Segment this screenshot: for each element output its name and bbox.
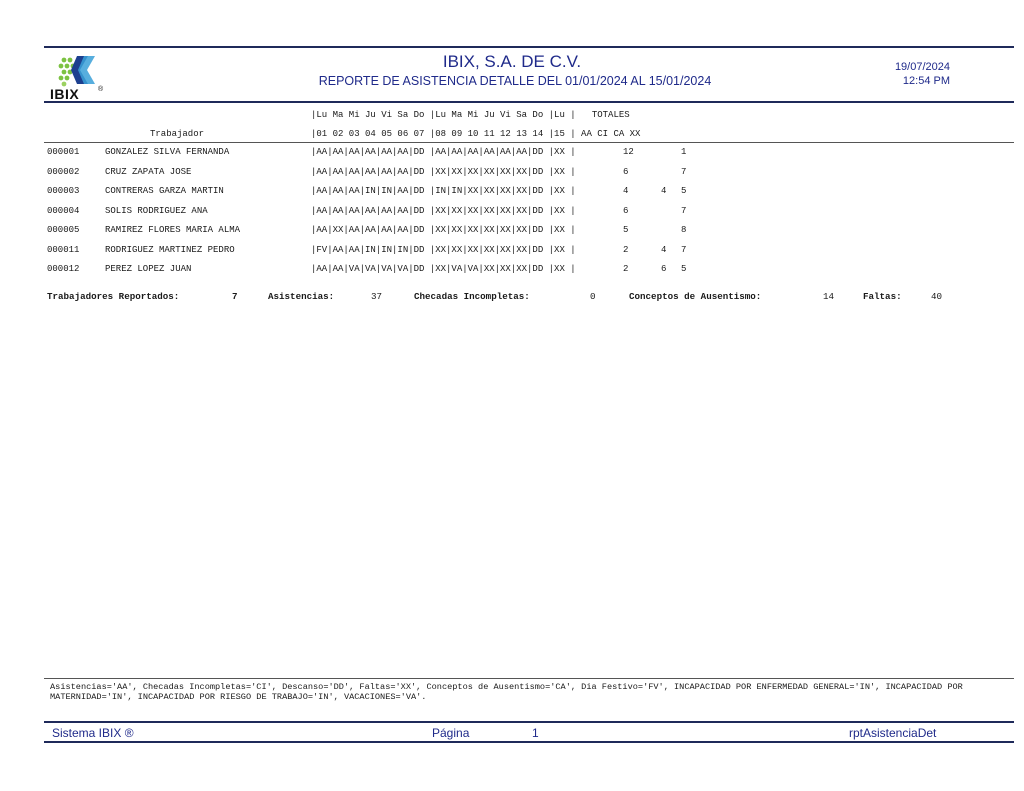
row-worker-name: RODRIGUEZ MARTINEZ PEDRO [105, 245, 235, 255]
row-total-xx: 1 [681, 147, 687, 157]
row-id: 000004 [47, 206, 80, 216]
row-total-xx: 7 [681, 206, 687, 216]
row-total-ca: 6 [661, 264, 667, 274]
report-time: 12:54 PM [902, 75, 950, 87]
row-days: |AA|AA|AA|IN|IN|AA|DD |IN|IN|XX|XX|XX|XX|DD |XX | [311, 186, 576, 196]
legend-top-rule [44, 678, 1014, 679]
report-datetime [895, 60, 950, 88]
row-total-aa: 4 [623, 186, 629, 196]
column-days-header: |Lu Ma Mi Ju Vi Sa Do |Lu Ma Mi Ju Vi Sa Do |Lu | TOTALES [311, 110, 630, 120]
report-date: 19/07/2024 [894, 61, 950, 73]
row-total-aa: 6 [623, 206, 629, 216]
footer-page-label: Página [432, 726, 470, 740]
row-total-ca: 4 [661, 245, 667, 255]
row-total-aa: 2 [623, 245, 629, 255]
company-name: IBIX, S.A. DE C.V. [442, 52, 582, 71]
row-worker-name: CONTRERAS GARZA MARTIN [105, 186, 224, 196]
report-title: REPORTE DE ASISTENCIA DETALLE DEL 01/01/2024 AL 15/01/2024 [318, 74, 712, 88]
row-worker-name: SOLIS RODRIGUEZ ANA [105, 206, 208, 216]
summary-incomplete-label: Checadas Incompletas: [414, 291, 530, 302]
row-total-aa: 12 [623, 147, 634, 157]
header-bottom-rule [44, 101, 1014, 103]
row-id: 000003 [47, 186, 80, 196]
row-worker-name: PEREZ LOPEZ JUAN [105, 264, 192, 274]
row-days: |AA|AA|AA|AA|AA|AA|DD |AA|AA|AA|AA|AA|AA|DD |XX | [311, 147, 576, 157]
column-worker-label: Trabajador [150, 129, 205, 139]
row-id: 000005 [47, 225, 80, 235]
header-top-rule [44, 46, 1014, 48]
summary-incomplete-value: 0 [590, 291, 596, 302]
footer-report-name: rptAsistenciaDet [849, 726, 937, 740]
row-days: |AA|AA|AA|AA|AA|AA|DD |XX|XX|XX|XX|XX|XX|DD |XX | [311, 206, 576, 216]
column-dates-header: |01 02 03 04 05 06 07 |08 09 10 11 12 13 14 |15 | AA CI CA XX [311, 129, 641, 139]
row-id: 000002 [47, 167, 80, 177]
row-worker-name: RAMIREZ FLORES MARIA ALMA [105, 225, 241, 235]
row-total-xx: 5 [681, 264, 687, 274]
summary-absence-label: Conceptos de Ausentismo: [629, 291, 762, 302]
row-total-aa: 6 [623, 167, 629, 177]
row-total-xx: 7 [681, 245, 687, 255]
row-total-xx: 7 [681, 167, 687, 177]
summary-faults-value: 40 [931, 291, 943, 302]
row-days: |FV|AA|AA|IN|IN|IN|DD |XX|XX|XX|XX|XX|XX|DD |XX | [311, 245, 576, 255]
row-total-aa: 5 [623, 225, 629, 235]
footer-system: Sistema IBIX ® [52, 726, 134, 740]
footer-bottom-rule [44, 741, 1014, 743]
row-days: |AA|AA|AA|AA|AA|AA|DD |XX|XX|XX|XX|XX|XX|DD |XX | [311, 167, 576, 177]
row-id: 000011 [47, 245, 80, 255]
row-total-ca: 4 [661, 186, 667, 196]
row-days: |AA|AA|VA|VA|VA|VA|DD |XX|VA|VA|XX|XX|XX|DD |XX | [311, 264, 576, 274]
row-total-aa: 2 [623, 264, 629, 274]
registered-mark-icon: ® [98, 86, 104, 93]
row-worker-name: GONZALEZ SILVA FERNANDA [105, 147, 230, 157]
row-id: 000012 [47, 264, 80, 274]
summary-faults-label: Faltas: [863, 291, 902, 302]
column-header-rule [44, 142, 1014, 143]
summary-workers-value: 7 [232, 291, 238, 302]
summary-absence-value: 14 [823, 291, 835, 302]
row-id: 000001 [47, 147, 80, 157]
row-worker-name: CRUZ ZAPATA JOSE [105, 167, 192, 177]
logo-wordmark: IBIX [50, 86, 80, 102]
footer-top-rule [44, 721, 1014, 723]
row-total-xx: 8 [681, 225, 687, 235]
footer-page-number: 1 [532, 726, 539, 740]
summary-attendance-value: 37 [371, 291, 383, 302]
row-days: |AA|XX|AA|AA|AA|AA|DD |XX|XX|XX|XX|XX|XX|DD |XX | [311, 225, 576, 235]
row-total-xx: 5 [681, 186, 687, 196]
summary-attendance-label: Asistencias: [268, 291, 335, 302]
summary-workers-label: Trabajadores Reportados: [47, 291, 180, 302]
legend-text: Asistencias='AA', Checadas Incompletas='CI', Descanso='DD', Faltas='XX', Conceptos de Ausentismo='CA', Dia Festivo='FV', INCAPACIDAD POR ENFERMEDAD GENERAL='IN', INCAPACIDAD POR MATERNIDAD='IN', INCAPACIDAD POR RIESGO DE TRABAJO='IN', VACACIONES='VA'. [50, 682, 963, 702]
